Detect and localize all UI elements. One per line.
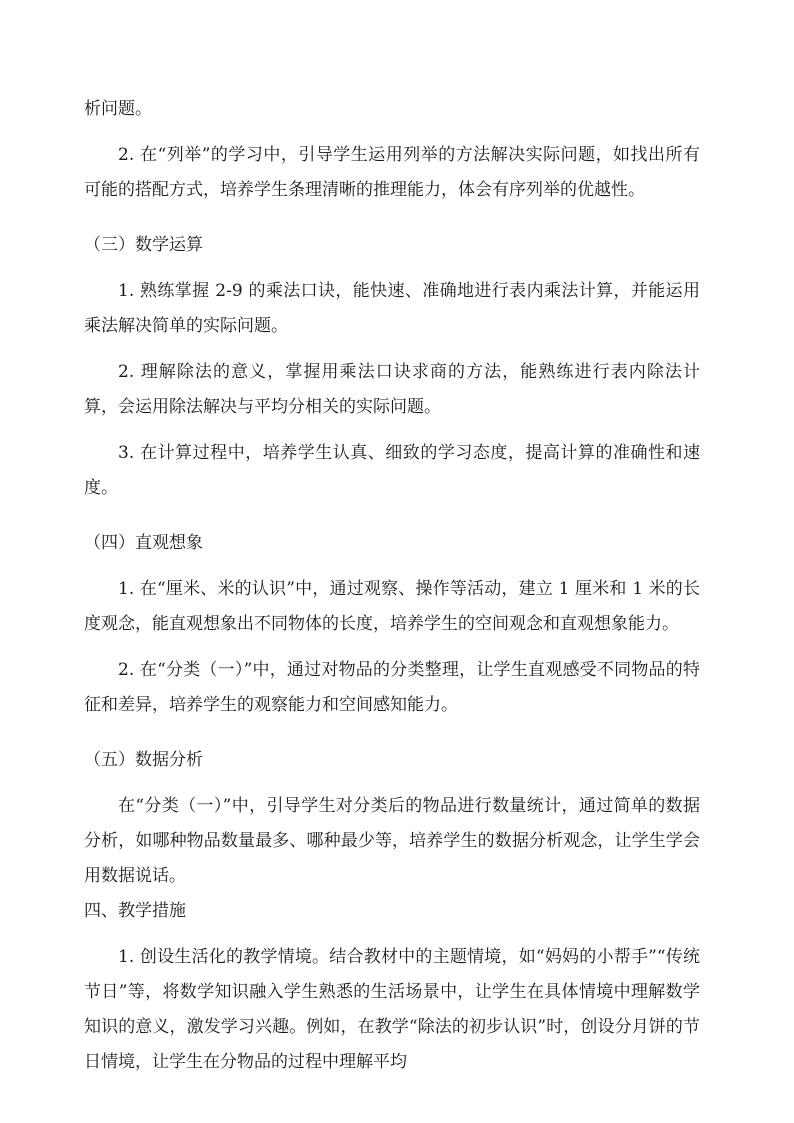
- paragraph-intuitive-imagination-2: 2. 在“分类（一）”中，通过对物品的分类整理，让学生直观感受不同物品的特征和差异，培养学生的观察能力和空间感知能力。: [84, 660, 700, 715]
- paragraph-math-operation-2: 2. 理解除法的意义，掌握用乘法口诀求商的方法，能熟练进行表内除法计算，会运用除法解决与平均分相关的实际问题。: [84, 362, 700, 417]
- section-heading-math-operation: （三）数学运算: [84, 235, 203, 255]
- paragraph-math-operation-1: 1. 熟练掌握 2-9 的乘法口诀，能快速、准确地进行表内乘法计算，并能运用乘法解决简单的实际问题。: [84, 281, 700, 336]
- paragraph-intro-tail: 析问题。: [84, 99, 152, 119]
- paragraph-teaching-measures-1: 1. 创设生活化的教学情境。结合教材中的主题情境，如“妈妈的小帮手”“传统节日”等，将数学知识融入学生熟悉的生活场景中，让学生在具体情境中理解数学知识的意义，激发学习兴趣。例如，在教学“除法的初步认识”时，创设分月饼的节日情境，让学生在分物品的过程中理解平均: [84, 947, 700, 1072]
- paragraph-intuitive-imagination-1: 1. 在“厘米、米的认识”中，通过观察、操作等活动，建立 1 厘米和 1 米的长度观念，能直观想象出不同物体的长度，培养学生的空间观念和直观想象能力。: [84, 579, 700, 634]
- document-body: [84, 92, 700, 1080]
- paragraph-data-analysis: 在“分类（一）”中，引导学生对分类后的物品进行数量统计，通过简单的数据分析，如哪种物品数量最多、哪种最少等，培养学生的数据分析观念，让学生学会用数据说话。: [84, 796, 700, 886]
- chapter-heading-teaching-measures: 四、教学措施: [84, 901, 186, 921]
- section-heading-intuitive-imagination: （四）直观想象: [84, 533, 203, 553]
- section-heading-data-analysis: （五）数据分析: [84, 750, 203, 770]
- paragraph-list-item-2: 2. 在“列举”的学习中，引导学生运用列举的方法解决实际问题，如找出所有可能的搭配方式，培养学生条理清晰的推理能力，体会有序列举的优越性。: [84, 145, 700, 200]
- paragraph-math-operation-3: 3. 在计算过程中，培养学生认真、细致的学习态度，提高计算的准确性和速度。: [84, 443, 700, 498]
